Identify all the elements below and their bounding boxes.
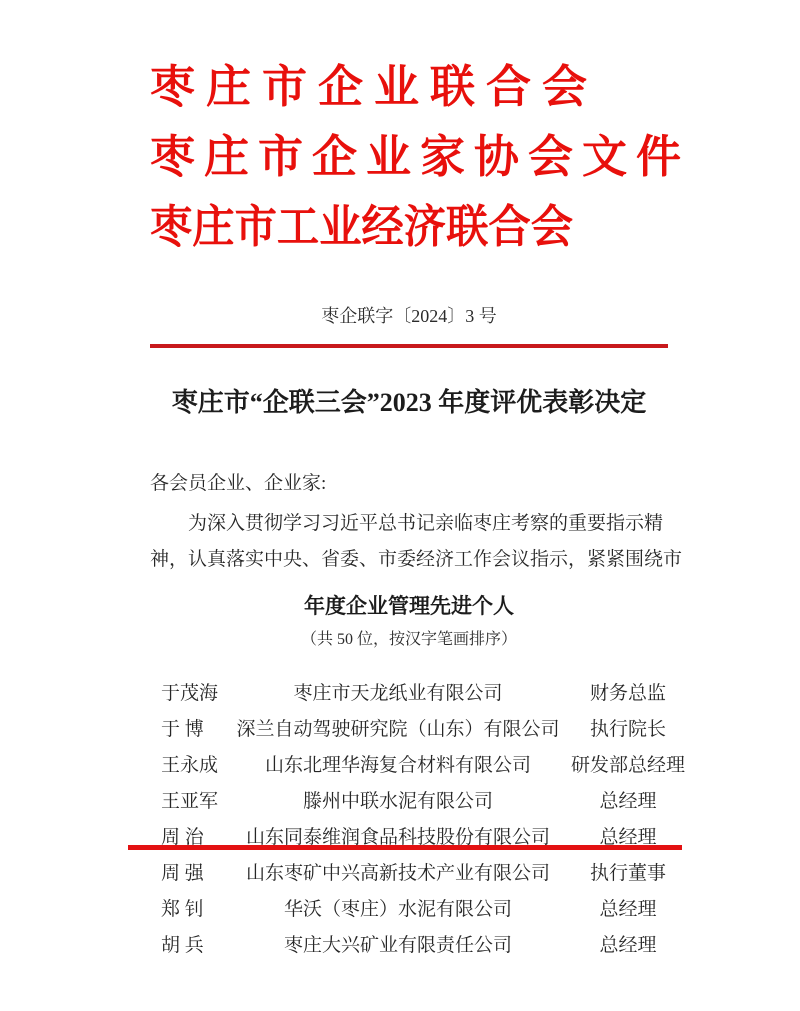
awardee-name: 周 强 <box>161 862 204 884</box>
awardee-row <box>150 925 690 961</box>
letterhead-line-1: 枣庄市企业联合会 <box>150 62 599 112</box>
awardee-row <box>150 673 690 709</box>
awardee-title: 执行董事 <box>589 862 666 884</box>
letterhead-line-2: 枣庄市企业家协会文件 <box>150 132 691 182</box>
awardee-name: 郑 钊 <box>161 898 204 920</box>
awardee-company: 深兰自动驾驶研究院（山东）有限公司 <box>236 718 560 740</box>
body-paragraph-line-1: 为深入贯彻学习习近平总书记亲临枣庄考察的重要指示精 <box>188 513 664 534</box>
body-paragraph <box>150 506 690 578</box>
awardee-name: 王永成 <box>161 754 219 776</box>
awardee-title: 总经理 <box>599 790 657 812</box>
awardee-roster <box>150 673 690 961</box>
awardee-company: 山东枣矿中兴高新技术产业有限公司 <box>245 862 550 884</box>
letterhead <box>150 0 800 262</box>
awardee-row <box>150 853 690 889</box>
awardee-row <box>150 817 690 853</box>
awardee-title: 总经理 <box>599 826 657 848</box>
awardee-title: 研发部总经理 <box>570 754 685 776</box>
letterhead-line-3: 枣庄市工业经济联合会 <box>150 202 574 252</box>
awardee-name: 周 治 <box>161 826 204 848</box>
section-note: （共 50 位，按汉字笔画排序） <box>300 631 517 648</box>
awardee-name: 于 博 <box>161 718 204 740</box>
awardee-company: 滕州中联水泥有限公司 <box>302 790 493 812</box>
awardee-title: 执行院长 <box>589 718 666 740</box>
awardee-name: 王亚军 <box>161 790 219 812</box>
awardee-row <box>150 889 690 925</box>
awardee-company: 枣庄市天龙纸业有限公司 <box>293 682 503 704</box>
awardee-title: 总经理 <box>599 934 657 956</box>
document-number: 枣企联字〔2024〕3 号 <box>321 306 497 326</box>
awardee-row <box>150 709 690 745</box>
section-heading: 年度企业管理先进个人 <box>304 594 514 618</box>
awardee-title: 总经理 <box>599 898 657 920</box>
awardee-name: 于茂海 <box>161 682 219 704</box>
awardee-row <box>150 781 690 817</box>
awardee-row <box>150 745 690 781</box>
letterhead-divider-line <box>150 344 668 348</box>
salutation: 各会员企业、企业家: <box>150 473 327 494</box>
body-paragraph-line-2: 神，认真落实中央、省委、市委经济工作会议指示，紧紧围绕市 <box>150 549 683 570</box>
awardee-company: 山东同泰维润食品科技股份有限公司 <box>245 826 550 848</box>
document-title: 枣庄市“企联三会”2023 年度评优表彰决定 <box>171 388 647 417</box>
awardee-company: 华沃（枣庄）水泥有限公司 <box>283 898 512 920</box>
awardee-company: 枣庄大兴矿业有限责任公司 <box>283 934 512 956</box>
awardee-name: 胡 兵 <box>161 934 204 956</box>
awardee-company: 山东北理华海复合材料有限公司 <box>264 754 531 776</box>
awardee-title: 财务总监 <box>589 682 666 704</box>
